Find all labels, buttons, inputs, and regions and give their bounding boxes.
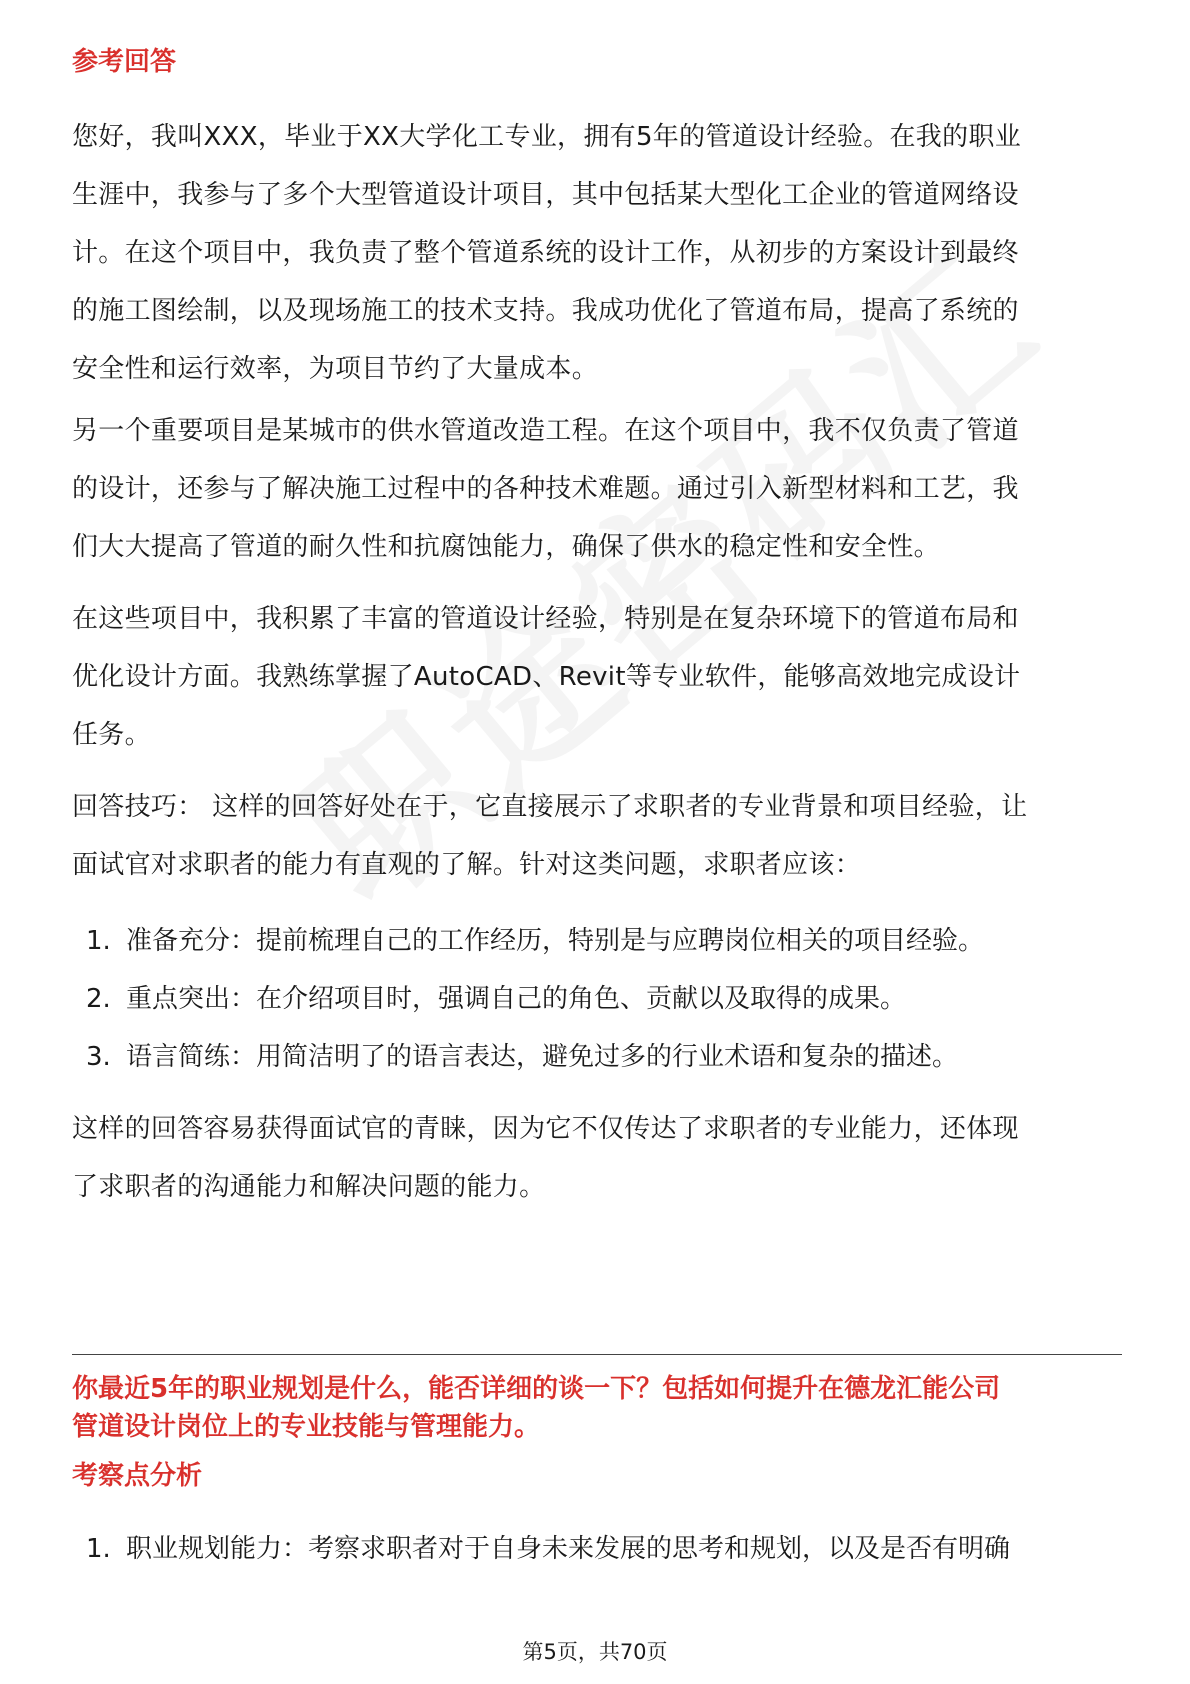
list-item xyxy=(72,1028,1122,1086)
text-line: 们大大提高了管道的耐久性和抗腐蚀能力，确保了供水的稳定性和安全性。 xyxy=(72,532,940,562)
analysis-heading: 考察点分析 xyxy=(72,1461,203,1491)
text-line: 另一个重要项目是某城市的供水管道改造工程。在这个项目中，我不仅负责了管道 xyxy=(72,416,1019,446)
answer-paragraph-2 xyxy=(72,402,1122,576)
text-line: 回答技巧： 这样的回答好处在于，它直接展示了求职者的专业背景和项目经验，让 xyxy=(72,792,1028,822)
tips-list xyxy=(72,912,1122,1086)
answer-tips-intro xyxy=(72,778,1122,894)
text-line: 您好，我叫XXX，毕业于XX大学化工专业，拥有5年的管道设计经验。在我的职业 xyxy=(72,122,1022,152)
list-item xyxy=(72,970,1122,1028)
text-line: 优化设计方面。我熟练掌握了AutoCAD、Revit等专业软件，能够高效地完成设计 xyxy=(72,662,1021,692)
list-text: 准备充分：提前梳理自己的工作经历，特别是与应聘岗位相关的项目经验。 xyxy=(126,926,985,956)
answer-paragraph-3 xyxy=(72,590,1122,764)
text-line: 的设计，还参与了解决施工过程中的各种技术难题。通过引入新型材料和工艺，我 xyxy=(72,474,1019,504)
question-line: 你最近5年的职业规划是什么，能否详细的谈一下？包括如何提升在德龙汇能公司 xyxy=(72,1374,1001,1404)
list-number: 1. xyxy=(86,926,111,956)
text-line: 的施工图绘制，以及现场施工的技术支持。我成功优化了管道布局，提高了系统的 xyxy=(72,296,1019,326)
text-line: 这样的回答容易获得面试官的青睐，因为它不仅传达了求职者的专业能力，还体现 xyxy=(72,1114,1019,1144)
text-line: 在这些项目中，我积累了丰富的管道设计经验，特别是在复杂环境下的管道布局和 xyxy=(72,604,1019,634)
text-line: 任务。 xyxy=(72,720,151,750)
answer-heading: 参考回答 xyxy=(72,47,177,77)
text-line: 面试官对求职者的能力有直观的了解。针对这类问题，求职者应该： xyxy=(72,850,862,880)
text-line: 生涯中，我参与了多个大型管道设计项目，其中包括某大型化工企业的管道网络设 xyxy=(72,180,1019,210)
list-number: 1. xyxy=(86,1534,111,1564)
text-line: 了求职者的沟通能力和解决问题的能力。 xyxy=(72,1172,546,1202)
analysis-list xyxy=(72,1520,1122,1578)
list-text: 重点突出：在介绍项目时，强调自己的角色、贡献以及取得的成果。 xyxy=(126,984,907,1014)
page-number-footer: 第5页，共70页 xyxy=(522,1640,668,1664)
list-number: 3. xyxy=(86,1042,111,1072)
list-text: 职业规划能力：考察求职者对于自身未来发展的思考和规划，以及是否有明确 xyxy=(126,1534,1011,1564)
question-line: 管道设计岗位上的专业技能与管理能力。 xyxy=(72,1412,541,1442)
list-text: 语言简练：用简洁明了的语言表达，避免过多的行业术语和复杂的描述。 xyxy=(126,1042,959,1072)
text-line: 安全性和运行效率，为项目节约了大量成本。 xyxy=(72,354,599,384)
section-divider xyxy=(72,1354,1122,1355)
text-line: 计。在这个项目中，我负责了整个管道系统的设计工作，从初步的方案设计到最终 xyxy=(72,238,1019,268)
answer-paragraph-1 xyxy=(72,108,1122,398)
answer-conclusion xyxy=(72,1100,1122,1216)
list-item xyxy=(72,1520,1122,1578)
list-number: 2. xyxy=(86,984,111,1014)
interview-question xyxy=(72,1370,1122,1446)
list-item xyxy=(72,912,1122,970)
